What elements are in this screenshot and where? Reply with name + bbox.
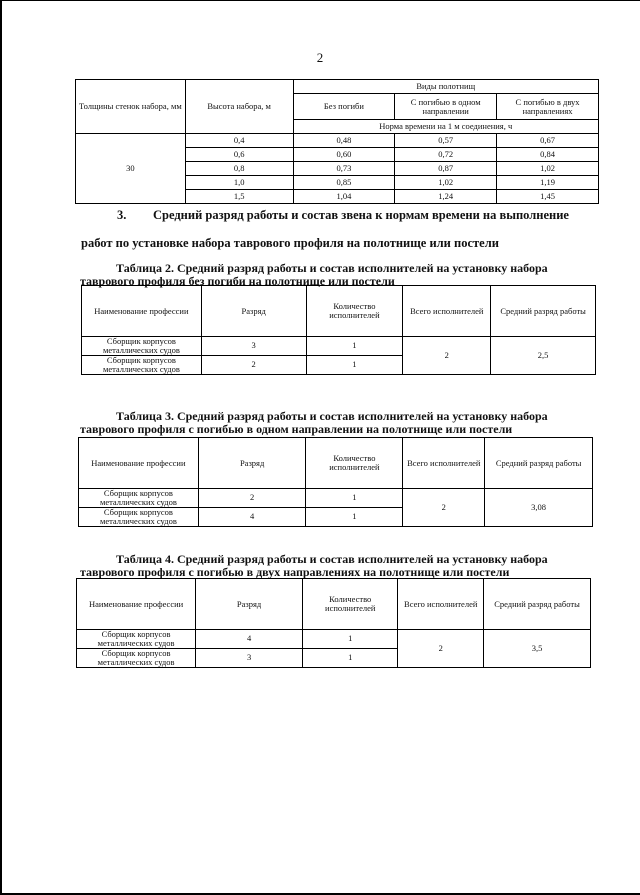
header-total: Всего исполнителей bbox=[403, 286, 491, 337]
caption-line-2: таврового профиля без погиби на полотнище или постели bbox=[80, 274, 395, 288]
thickness-cell: 30 bbox=[76, 134, 186, 204]
value-cell: 0,85 bbox=[293, 176, 395, 190]
header-avg-grade: Средний разряд работы bbox=[485, 438, 593, 489]
value-cell: 1,45 bbox=[497, 190, 599, 204]
grade-cell: 2 bbox=[198, 489, 306, 508]
header-one-direction: С погибью в одном направлении bbox=[395, 94, 497, 120]
header-avg-grade: Средний разряд работы bbox=[484, 579, 591, 630]
header-total: Всего исполнителей bbox=[398, 579, 484, 630]
caption-line-1: Таблица 2. Средний разряд работы и состав исполнителей на установку набора bbox=[116, 261, 548, 275]
table3-caption bbox=[80, 410, 602, 436]
section-line-1: Средний разряд работы и состав звена к нормам времени на выполнение bbox=[153, 208, 569, 222]
header-grade: Разряд bbox=[198, 438, 306, 489]
header-count: Количество исполнителей bbox=[306, 438, 403, 489]
header-two-directions: С погибью в двух направлениях bbox=[497, 94, 599, 120]
value-cell: 0,67 bbox=[497, 134, 599, 148]
header-count: Количество исполнителей bbox=[303, 579, 398, 630]
value-cell: 1,19 bbox=[497, 176, 599, 190]
header-norm: Норма времени на 1 м соединения, ч bbox=[293, 120, 598, 134]
avg-grade-cell: 3,5 bbox=[484, 630, 591, 668]
header-grade: Разряд bbox=[201, 286, 306, 337]
caption-line-2: таврового профиля с погибью в одном направлении на полотнище или постели bbox=[80, 422, 513, 436]
count-cell: 1 bbox=[306, 355, 403, 374]
table-row bbox=[82, 337, 596, 356]
header-no-bend: Без погиби bbox=[293, 94, 395, 120]
staff-table-2 bbox=[81, 285, 596, 375]
profession-cell: Сборщик корпусов металлических судов bbox=[82, 337, 202, 356]
table-row bbox=[77, 630, 591, 649]
value-cell: 0,87 bbox=[395, 162, 497, 176]
caption-line-1: Таблица 4. Средний разряд работы и состав исполнителей на установку набора bbox=[116, 552, 548, 566]
header-thickness: Толщины стенок набора, мм bbox=[76, 80, 186, 134]
count-cell: 1 bbox=[303, 648, 398, 667]
value-cell: 0,73 bbox=[293, 162, 395, 176]
grade-cell: 3 bbox=[201, 337, 306, 356]
value-cell: 1,02 bbox=[497, 162, 599, 176]
profession-cell: Сборщик корпусов металлических судов bbox=[77, 648, 196, 667]
count-cell: 1 bbox=[306, 489, 403, 508]
table-row bbox=[79, 489, 593, 508]
count-cell: 1 bbox=[303, 630, 398, 649]
profession-cell: Сборщик корпусов металлических судов bbox=[77, 630, 196, 649]
total-cell: 2 bbox=[403, 489, 485, 527]
count-cell: 1 bbox=[306, 337, 403, 356]
avg-grade-cell: 2,5 bbox=[491, 337, 596, 375]
grade-cell: 3 bbox=[196, 648, 303, 667]
section-line-2: работ по установке набора таврового профиля на полотнище или постели bbox=[81, 236, 499, 250]
header-grade: Разряд bbox=[196, 579, 303, 630]
caption-line-2: таврового профиля с погибью в двух направлениях на полотнище или постели bbox=[80, 565, 510, 579]
value-cell: 1,02 bbox=[395, 176, 497, 190]
total-cell: 2 bbox=[398, 630, 484, 668]
norm-time-table bbox=[75, 79, 599, 204]
grade-cell: 2 bbox=[201, 355, 306, 374]
height-cell: 0,8 bbox=[185, 162, 293, 176]
staff-table-4 bbox=[76, 578, 591, 668]
value-cell: 0,48 bbox=[293, 134, 395, 148]
height-cell: 1,0 bbox=[185, 176, 293, 190]
header-profession: Наименование профессии bbox=[82, 286, 202, 337]
table4-caption bbox=[80, 553, 602, 579]
header-profession: Наименование профессии bbox=[77, 579, 196, 630]
caption-line-1: Таблица 3. Средний разряд работы и состав исполнителей на установку набора bbox=[116, 409, 548, 423]
header-count: Количество исполнителей bbox=[306, 286, 403, 337]
grade-cell: 4 bbox=[196, 630, 303, 649]
page-number: 2 bbox=[316, 50, 324, 65]
value-cell: 0,60 bbox=[293, 148, 395, 162]
count-cell: 1 bbox=[306, 507, 403, 526]
value-cell: 1,24 bbox=[395, 190, 497, 204]
value-cell: 0,84 bbox=[497, 148, 599, 162]
header-profession: Наименование профессии bbox=[79, 438, 199, 489]
profession-cell: Сборщик корпусов металлических судов bbox=[79, 489, 199, 508]
header-avg-grade: Средний разряд работы bbox=[491, 286, 596, 337]
value-cell: 0,72 bbox=[395, 148, 497, 162]
profession-cell: Сборщик корпусов металлических судов bbox=[79, 507, 199, 526]
header-height: Высота набора, м bbox=[185, 80, 293, 134]
staff-table-3 bbox=[78, 437, 593, 527]
section-number: 3. bbox=[117, 208, 127, 222]
table-row bbox=[76, 134, 599, 148]
avg-grade-cell: 3,08 bbox=[485, 489, 593, 527]
header-total: Всего исполнителей bbox=[403, 438, 485, 489]
height-cell: 0,6 bbox=[185, 148, 293, 162]
value-cell: 1,04 bbox=[293, 190, 395, 204]
value-cell: 0,57 bbox=[395, 134, 497, 148]
total-cell: 2 bbox=[403, 337, 491, 375]
height-cell: 0,4 bbox=[185, 134, 293, 148]
header-panel-types: Виды полотнищ bbox=[293, 80, 598, 94]
profession-cell: Сборщик корпусов металлических судов bbox=[82, 355, 202, 374]
height-cell: 1,5 bbox=[185, 190, 293, 204]
section-heading bbox=[81, 208, 601, 223]
grade-cell: 4 bbox=[198, 507, 306, 526]
